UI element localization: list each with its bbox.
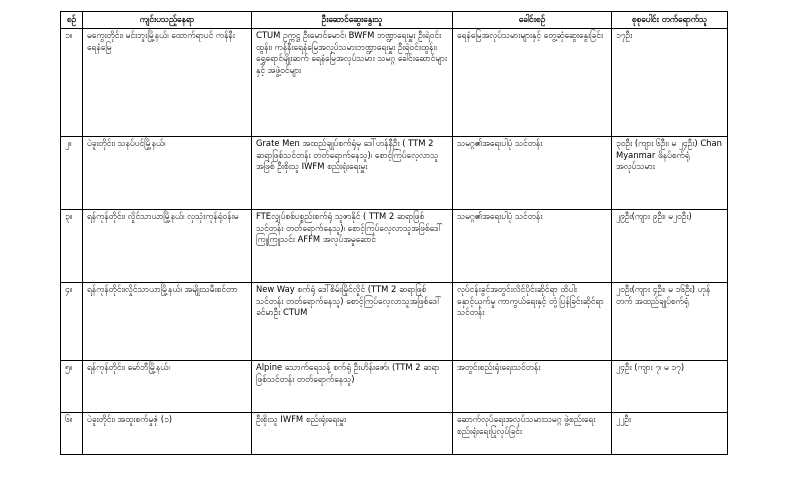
row-leader: Grate Men အထည်ချုပ်စက်ရုံမှ ဒေါ်ဟန်နီဦး ( TTM 2 ဆရာဖြစ်သင်တန်း တတ်ရောက်နေသူ)၊ စောင့်ကြပ်လေ့လာသူ အဖြစ် ဦးစိုးသူ IWFM စည်းရုံးရေးမှူး <box>252 136 453 209</box>
row-topic: ရေနံမြေအလုပ်သမားများနှင့် တွေ့ဆုံဆွေးနွေးခြင်း <box>453 28 612 136</box>
row-no: ၄။ <box>61 282 83 360</box>
row-topic: လုပ်ငန်းခွင်အတွင်းလိင်ပိုင်းဆိုင်ရာ ထိပါးနှောင့်ယှက်မှု ကာကွယ်ရေးနှင့် တုံ့ပြန်ခြင်းဆိုင်ရာ သင်တန်း <box>453 282 612 360</box>
header-leader: ဦးဆောင်ဆွေးနွေးသူ <box>252 12 453 29</box>
table-row <box>61 136 728 209</box>
row-topic: သမဂ္ဂ၏အရေးပါပုံ သင်တန်း <box>453 136 612 209</box>
row-place: ပဲခူးတိုင်း၊ သနပ်ပင်မြို့နယ်၊ <box>83 136 252 209</box>
row-leader: Alpine သောက်ရေသန့် စက်ရုံ ဦးဟိန်းဇော်၊ (TTM 2 ဆရာဖြစ်သင်တန်း တတ်ရောက်နေသူ) <box>252 360 453 412</box>
row-total: ၂၂ဦး <box>612 412 728 454</box>
row-place: ရန်ကုန်တိုင်း၊ မော်ဘီမြို့နယ်၊ <box>83 360 252 412</box>
row-no: ၅။ <box>61 360 83 412</box>
table-header <box>61 12 728 29</box>
row-leader: ဦးစိုးသူ IWFM စည်းရုံးရေးမှူး <box>252 412 453 454</box>
row-place: မကွေးတိုင်း၊ မင်းဘူးမြို့နယ်၊ ထောက်ရာပင် ကန်နီးရေနံမြေ <box>83 28 252 136</box>
activity-table <box>60 11 728 455</box>
table-row <box>61 282 728 360</box>
row-topic: သမဂ္ဂ၏အရေးပါပုံ သင်တန်း <box>453 209 612 282</box>
row-no: ၁။ <box>61 28 83 136</box>
row-topic: ဆောက်လုပ်ရေးအလုပ်သမားသမဂ္ဂ ဖွဲ့စည်းရေး စည်းရုံးရေးပြုလုပ်ခြင်း <box>453 412 612 454</box>
header-topic: ခေါင်းစဉ် <box>453 12 612 29</box>
table-row <box>61 360 728 412</box>
row-leader: FTEလျှပ်စစ်ပစ္စည်းစက်ရုံ သူဇာနိုင် ( TTM 2 ဆရာဖြစ်သင်တန်း တတ်ရောက်နေသူ)၊ စောင့်ကြပ်လေ့လာသူအဖြစ်ဒေါ်ကြူကြူသင်း AFFM အလုပ်အမှုဆောင် <box>252 209 453 282</box>
table-row <box>61 209 728 282</box>
row-topic: အတွင်းစည်းရုံးရေးသင်တန်း <box>453 360 612 412</box>
row-total: ၃၀ဦး (ကျား ၆ဦး၊ မ ၂၄ဦး) Chan Myanmar ဖိနပ်စက်ရုံ အလုပ်သမား <box>612 136 728 209</box>
row-no: ၂။ <box>61 136 83 209</box>
row-place: ပဲခူးတိုင်း၊ အထူးစက်မှုဇုံ (၁) <box>83 412 252 454</box>
row-total: ၂၀ဦး(ကျား ၄ဦး၊ မ ၁၆ဦး) ဟုန်တက် အထည်ချုပ်စက်ရုံ <box>612 282 728 360</box>
header-total: စုစုပေါင်း တက်ရောက်သူ <box>612 12 728 29</box>
row-no: ၃။ <box>61 209 83 282</box>
row-place: ရန်ကုန်တိုင်း၊ လှိုင်သာယာမြို့နယ်၊ လှသုံးကုန်ရုံဝန်းမ <box>83 209 252 282</box>
row-leader: New Way စက်ရုံ ဒေါ်စိမ်းမြိုင်လှိုင် (TTM 2 ဆရာဖြစ်သင်တန်း တတ်ရောက်နေသူ) စောင့်ကြပ်လေ့လာသူအဖြစ်ဒေါ်ခင်မာဦး CTUM <box>252 282 453 360</box>
row-total: ၁၇ဦး <box>612 28 728 136</box>
table-row <box>61 412 728 454</box>
row-place: ရန်ကုန်တိုင်း၊လှိုင်သာယာမြို့နယ်၊ အမျိုးသမီးစင်တာ <box>83 282 252 360</box>
header-place: ကျင်းပသည့်နေရာ <box>83 12 252 29</box>
header-no: စဉ် <box>61 12 83 29</box>
row-leader: CTUM ဥက္ကဋ္ဌ ဦးမောင်မောင်၊ BWFM ဘဏ္ဍာရေးမှူး ဦးရဲဝင်းထွန်း၊ ကန်နီးရေနံမြေအလုပ်သမားဘဏ္ဍာရေးမှူး ဦးရဲဝင်းထွန်း၊ ရွှေရောင်မျိုးဆက် ရေနံမြေအလုပ်သမား သမဂ္ဂ ခေါင်းဆောင်များနှင့် အဖွဲ့ဝင်များ <box>252 28 453 136</box>
row-total: ၂၄ဦး (ကျား ၇၊ မ ၁၇) <box>612 360 728 412</box>
row-total: ၂၉ဦး(ကျား ၉ဦး၊ မ၂၀ဦး) <box>612 209 728 282</box>
table-row <box>61 28 728 136</box>
row-no: ၆။ <box>61 412 83 454</box>
